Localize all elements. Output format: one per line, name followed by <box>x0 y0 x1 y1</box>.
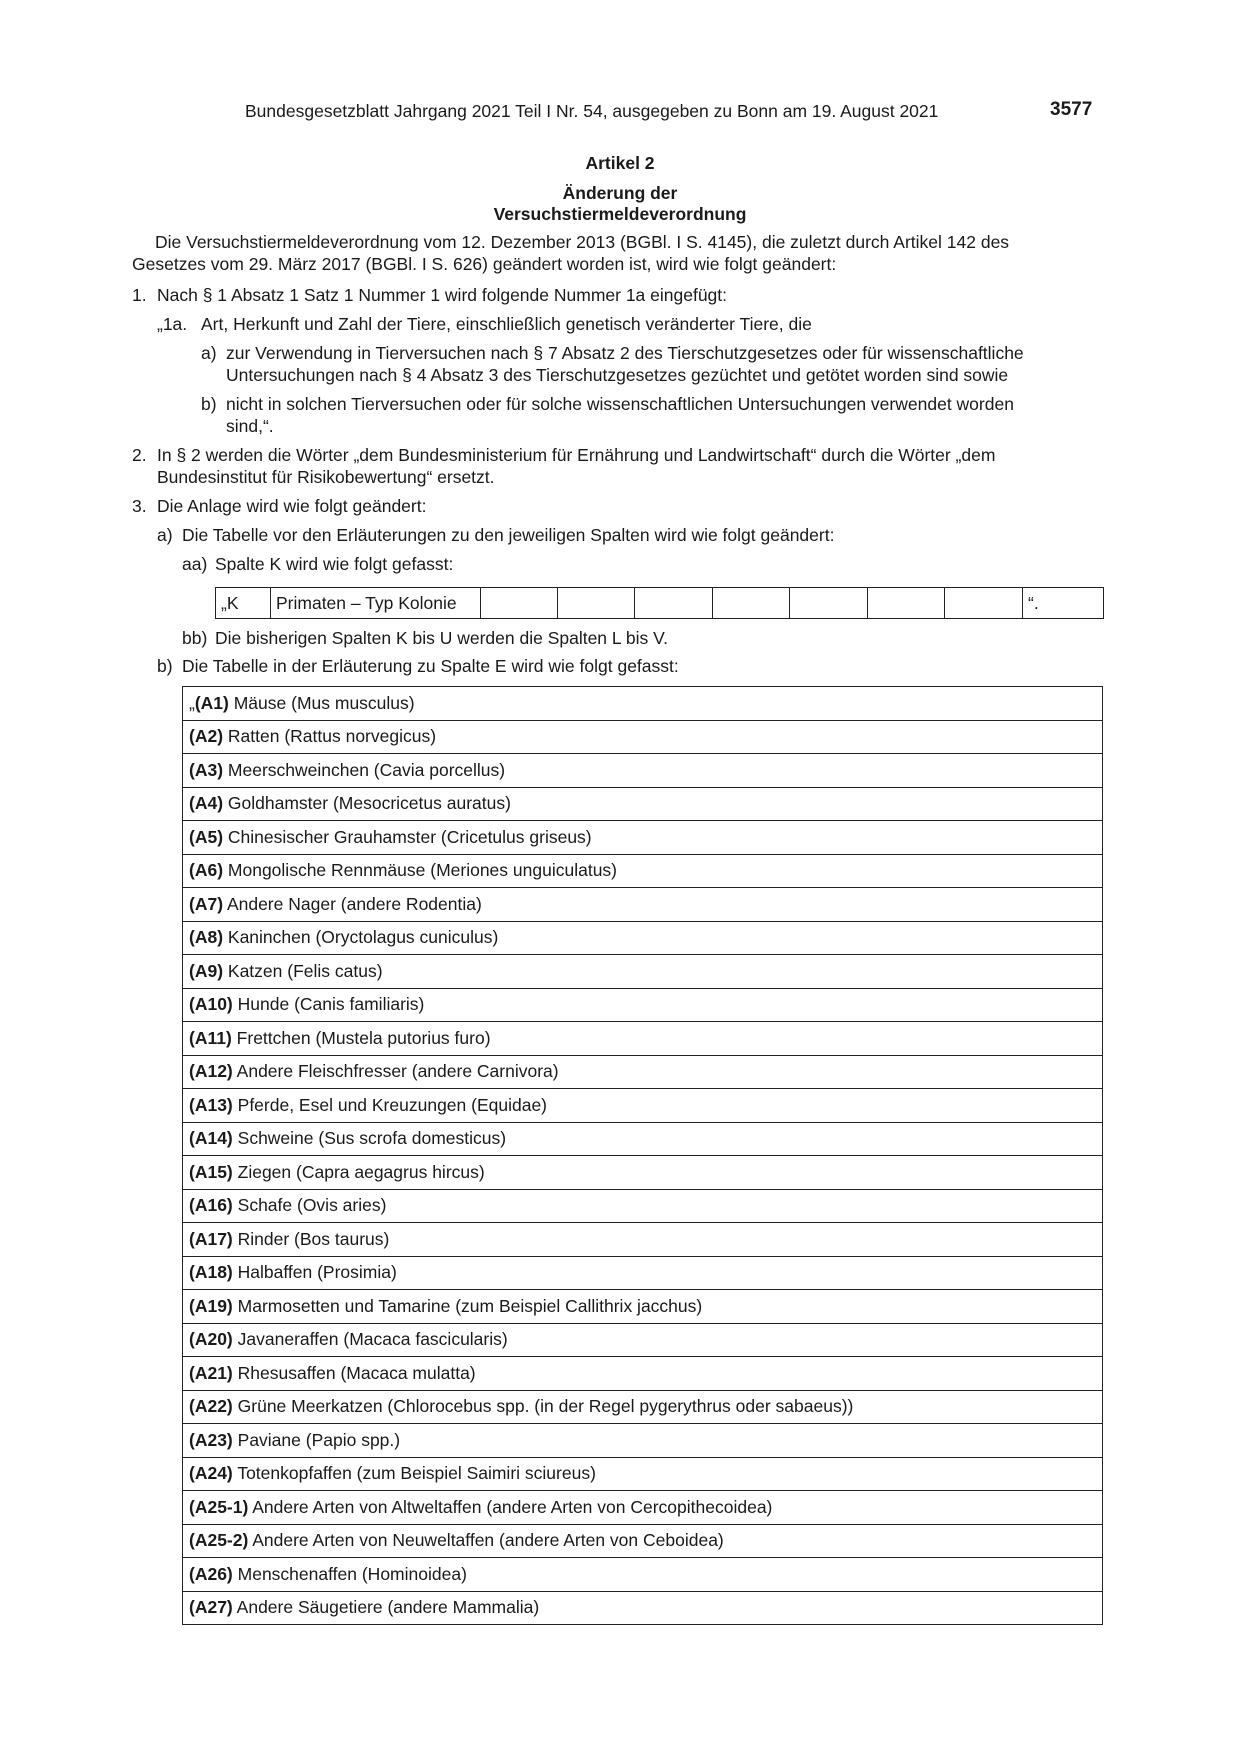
species-row <box>183 1156 1103 1190</box>
species-cell <box>183 854 1103 888</box>
species-code: (A4) <box>189 793 224 814</box>
species-name: Paviane (Papio spp.) <box>237 1429 401 1450</box>
species-cell <box>183 1457 1103 1491</box>
item-3a-text: Die Tabelle vor den Erläuterungen zu den jeweiligen Spalten wird wie folgt geändert: <box>182 525 835 545</box>
item-1a-a-line2: Untersuchungen nach § 4 Absatz 3 des Tierschutzgesetzes gezüchtet und getötet worden sind sowie <box>226 365 1009 385</box>
species-row <box>183 1256 1103 1290</box>
species-code: (A10) <box>189 994 233 1015</box>
species-name: Grüne Meerkatzen (Chlorocebus spp. (in der Regel pygerythrus oder sabaeus)) <box>237 1396 854 1417</box>
item-3-number: 3. <box>132 496 147 516</box>
species-code: (A16) <box>189 1195 233 1216</box>
species-name: Javaneraffen (Macaca fascicularis) <box>237 1329 508 1350</box>
species-row <box>183 754 1103 788</box>
item-1a-text: Art, Herkunft und Zahl der Tiere, einschließlich genetisch veränderter Tiere, die <box>201 314 812 334</box>
species-row <box>183 1524 1103 1558</box>
species-cell <box>183 754 1103 788</box>
species-name: Mäuse (Mus musculus) <box>233 692 415 713</box>
species-cell <box>183 1089 1103 1123</box>
species-cell <box>183 1122 1103 1156</box>
intro-line1: Die Versuchstiermeldeverordnung vom 12. Dezember 2013 (BGBl. I S. 4145), die zuletzt durch Artikel 142 des <box>155 232 1010 252</box>
species-row <box>183 854 1103 888</box>
species-cell <box>183 1022 1103 1056</box>
species-code: (A17) <box>189 1228 233 1249</box>
species-name: Frettchen (Mustela putorius furo) <box>236 1027 491 1048</box>
column-k-cell <box>558 588 635 619</box>
item-2-number: 2. <box>132 445 147 465</box>
species-code: (A6) <box>189 860 224 881</box>
species-row <box>183 1558 1103 1592</box>
item-1a-b-number: b) <box>201 394 217 414</box>
species-name: Halbaffen (Prosimia) <box>237 1262 397 1283</box>
intro-line2: Gesetzes vom 29. März 2017 (BGBl. I S. 626) geändert worden ist, wird wie folgt geändert: <box>132 254 837 274</box>
item-1-text: Nach § 1 Absatz 1 Satz 1 Nummer 1 wird folgende Nummer 1a eingefügt: <box>157 285 728 305</box>
species-name: Rhesusaffen (Macaca mulatta) <box>237 1362 476 1383</box>
species-cell <box>183 787 1103 821</box>
species-name: Pferde, Esel und Kreuzungen (Equidae) <box>237 1094 548 1115</box>
species-code: (A19) <box>189 1295 233 1316</box>
species-table <box>182 686 1103 1625</box>
species-row <box>183 787 1103 821</box>
species-name: Menschenaffen (Hominoidea) <box>237 1563 467 1584</box>
species-name: Andere Arten von Altweltaffen (andere Arten von Cercopithecoidea) <box>252 1496 773 1517</box>
species-cell <box>183 1524 1103 1558</box>
species-row <box>183 1591 1103 1625</box>
item-3b-text: Die Tabelle in der Erläuterung zu Spalte E wird wie folgt gefasst: <box>182 656 679 676</box>
article-title-line2: Versuchstiermeldeverordnung <box>493 204 747 224</box>
species-cell <box>183 1591 1103 1625</box>
species-cell <box>183 888 1103 922</box>
column-k-cell <box>868 588 945 619</box>
species-name: Katzen (Felis catus) <box>227 960 383 981</box>
column-k-cell: Primaten – Typ Kolonie <box>271 588 481 619</box>
species-cell <box>183 1558 1103 1592</box>
species-name: Mongolische Rennmäuse (Meriones unguiculatus) <box>227 860 617 881</box>
species-cell <box>183 1156 1103 1190</box>
species-name: Schweine (Sus scrofa domesticus) <box>237 1128 507 1149</box>
species-code: (A11) <box>189 1027 232 1048</box>
item-1-number: 1. <box>132 285 147 305</box>
species-cell <box>183 1390 1103 1424</box>
species-name: Ratten (Rattus norvegicus) <box>227 726 437 747</box>
species-cell <box>183 1223 1103 1257</box>
species-code: (A14) <box>189 1128 233 1149</box>
species-row <box>183 955 1103 989</box>
species-name: Totenkopfaffen (zum Beispiel Saimiri sciureus) <box>237 1463 596 1484</box>
species-name: Hunde (Canis familiaris) <box>237 994 425 1015</box>
column-k-cell <box>945 588 1023 619</box>
species-cell <box>183 1491 1103 1525</box>
species-cell <box>183 720 1103 754</box>
species-name: Kaninchen (Oryctolagus cuniculus) <box>227 927 499 948</box>
column-k-table <box>215 587 1104 619</box>
species-cell <box>183 1424 1103 1458</box>
species-name: Ziegen (Capra aegagrus hircus) <box>237 1161 485 1182</box>
species-cell <box>183 1290 1103 1324</box>
species-row <box>183 1491 1103 1525</box>
species-row <box>183 1122 1103 1156</box>
page-number: 3577 <box>1050 99 1093 120</box>
species-name: Schafe (Ovis aries) <box>237 1195 387 1216</box>
item-3-text: Die Anlage wird wie folgt geändert: <box>157 496 427 516</box>
item-1a-a-line1: zur Verwendung in Tierversuchen nach § 7 Absatz 2 des Tierschutzgesetzes oder für wissenschaftliche <box>226 343 1024 363</box>
species-row <box>183 1055 1103 1089</box>
species-row <box>183 1424 1103 1458</box>
species-code: (A8) <box>189 927 224 948</box>
species-row <box>183 687 1103 721</box>
species-row <box>183 720 1103 754</box>
species-code: (A3) <box>189 759 224 780</box>
item-3a-number: a) <box>157 525 173 545</box>
species-code: (A25-1) <box>189 1496 249 1517</box>
species-row <box>183 1089 1103 1123</box>
item-2-line2: Bundesinstitut für Risikobewertung“ ersetzt. <box>157 467 495 487</box>
column-k-row <box>216 588 1104 619</box>
column-k-cell <box>635 588 713 619</box>
item-1a-a-number: a) <box>201 343 217 363</box>
species-code: (A25-2) <box>189 1530 249 1551</box>
species-row <box>183 1189 1103 1223</box>
species-cell <box>183 1357 1103 1391</box>
species-cell <box>183 1323 1103 1357</box>
species-cell <box>183 955 1103 989</box>
species-row <box>183 1357 1103 1391</box>
species-cell <box>183 1256 1103 1290</box>
species-name: Chinesischer Grauhamster (Cricetulus griseus) <box>227 826 592 847</box>
species-code: (A20) <box>189 1329 233 1350</box>
species-row <box>183 888 1103 922</box>
species-name: Rinder (Bos taurus) <box>237 1228 390 1249</box>
item-3aa-text: Spalte K wird wie folgt gefasst: <box>215 554 454 574</box>
species-name: Andere Säugetiere (andere Mammalia) <box>236 1597 540 1618</box>
species-row <box>183 1323 1103 1357</box>
species-name: Andere Fleischfresser (andere Carnivora) <box>236 1061 559 1082</box>
item-3bb-number: bb) <box>182 628 208 648</box>
species-code: (A18) <box>189 1262 233 1283</box>
running-title: Bundesgesetzblatt Jahrgang 2021 Teil I Nr. 54, ausgegeben zu Bonn am 19. August 2021 <box>245 101 939 121</box>
species-row <box>183 1290 1103 1324</box>
species-row <box>183 921 1103 955</box>
species-code: (A9) <box>189 960 224 981</box>
species-row <box>183 988 1103 1022</box>
species-name: Marmosetten und Tamarine (zum Beispiel Callithrix jacchus) <box>237 1295 703 1316</box>
species-code: (A7) <box>189 893 224 914</box>
species-cell <box>183 687 1103 721</box>
article-number: Artikel 2 <box>585 153 655 173</box>
opening-quote: „ <box>189 692 195 713</box>
species-code: (A26) <box>189 1563 233 1584</box>
species-code: (A27) <box>189 1597 233 1618</box>
item-1a-b-line1: nicht in solchen Tierversuchen oder für solche wissenschaftlichen Untersuchungen verwendet worden <box>226 394 1014 414</box>
item-1a-b-line2: sind,“. <box>226 416 274 436</box>
species-name: Meerschweinchen (Cavia porcellus) <box>227 759 506 780</box>
species-code: (A23) <box>189 1429 233 1450</box>
article-title-line1: Änderung der <box>562 183 678 203</box>
species-code: (A13) <box>189 1094 233 1115</box>
species-cell <box>183 921 1103 955</box>
species-cell <box>183 1189 1103 1223</box>
species-row <box>183 1022 1103 1056</box>
species-name: Andere Arten von Neuweltaffen (andere Arten von Ceboidea) <box>252 1530 724 1551</box>
column-k-cell <box>790 588 868 619</box>
column-k-cell <box>481 588 558 619</box>
species-row <box>183 1390 1103 1424</box>
species-cell <box>183 988 1103 1022</box>
species-row <box>183 1457 1103 1491</box>
item-3aa-number: aa) <box>182 554 208 574</box>
species-code: (A12) <box>189 1061 233 1082</box>
species-name: Andere Nager (andere Rodentia) <box>226 893 482 914</box>
species-cell <box>183 821 1103 855</box>
species-code: (A22) <box>189 1396 233 1417</box>
species-code: (A24) <box>189 1463 233 1484</box>
item-3b-number: b) <box>157 656 173 676</box>
species-code: (A1) <box>194 692 229 713</box>
species-row <box>183 1223 1103 1257</box>
item-3bb-text: Die bisherigen Spalten K bis U werden die Spalten L bis V. <box>215 628 669 648</box>
species-code: (A5) <box>189 826 224 847</box>
column-k-cell: “. <box>1023 588 1104 619</box>
species-row <box>183 821 1103 855</box>
column-k-cell <box>713 588 790 619</box>
species-cell <box>183 1055 1103 1089</box>
item-1a-number: „1a. <box>157 314 188 334</box>
species-code: (A2) <box>189 726 224 747</box>
column-k-cell: „K <box>216 588 271 619</box>
item-2-line1: In § 2 werden die Wörter „dem Bundesministerium für Ernährung und Landwirtschaft“ durch die Wörter „dem <box>157 445 996 465</box>
species-code: (A21) <box>189 1362 233 1383</box>
species-name: Goldhamster (Mesocricetus auratus) <box>227 793 511 814</box>
species-code: (A15) <box>189 1161 233 1182</box>
